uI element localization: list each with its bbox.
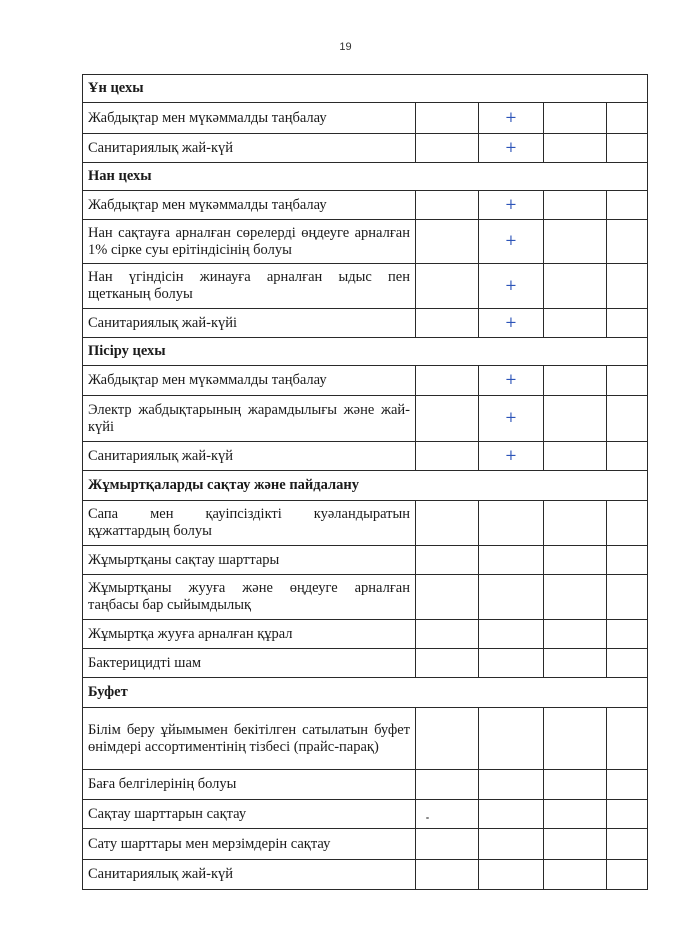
checklist-item-label: Электр жабдықтарының жарамдылығы және жай-күйі xyxy=(83,396,416,442)
check-cell xyxy=(416,620,479,649)
check-cell xyxy=(416,134,479,163)
checklist-row xyxy=(83,708,648,770)
check-cell xyxy=(416,442,479,471)
check-cell xyxy=(544,134,607,163)
check-cell: + xyxy=(479,396,544,442)
check-cell xyxy=(607,860,648,890)
check-cell: + xyxy=(479,220,544,264)
check-cell xyxy=(416,191,479,220)
check-cell xyxy=(544,442,607,471)
checklist-row xyxy=(83,800,648,829)
section-header-row xyxy=(83,678,648,708)
checklist-row xyxy=(83,396,648,442)
checklist-row xyxy=(83,264,648,309)
check-cell xyxy=(416,396,479,442)
check-cell xyxy=(607,191,648,220)
check-cell xyxy=(544,501,607,546)
check-cell xyxy=(416,546,479,575)
checklist-item-label: Жұмыртқа жууға арналған құрал xyxy=(83,620,416,649)
checklist-row xyxy=(83,575,648,620)
checklist-row xyxy=(83,309,648,338)
check-cell xyxy=(416,309,479,338)
section-title: Нан цехы xyxy=(83,163,648,191)
check-cell xyxy=(607,396,648,442)
check-cell xyxy=(607,829,648,860)
check-cell xyxy=(479,708,544,770)
section-title: Жұмыртқаларды сақтау және пайдалану xyxy=(83,471,648,501)
checklist-item-label: Сапа мен қауіпсіздікті куәландыратын құжаттардың болуы xyxy=(83,501,416,546)
check-cell xyxy=(479,649,544,678)
check-cell xyxy=(416,575,479,620)
checklist-item-label: Сату шарттары мен мерзімдерін сақтау xyxy=(83,829,416,860)
check-cell: + xyxy=(479,264,544,309)
section-title: Пісіру цехы xyxy=(83,338,648,366)
check-cell xyxy=(607,649,648,678)
checklist-row xyxy=(83,366,648,396)
check-cell xyxy=(416,264,479,309)
checklist-item-label: Нан сақтауға арналған сөрелерді өңдеуге арналған 1% сірке суы ерітіндісінің болуы xyxy=(83,220,416,264)
check-cell xyxy=(544,620,607,649)
check-cell xyxy=(544,309,607,338)
check-cell xyxy=(416,829,479,860)
check-cell: + xyxy=(479,442,544,471)
checklist-item-label: Санитариялық жай-күй xyxy=(83,860,416,890)
check-cell xyxy=(416,649,479,678)
checklist-item-label: Білім беру ұйымымен бекітілген сатылатын буфет өнімдері ассортиментінің тізбесі (прайс-парақ) xyxy=(83,708,416,770)
checklist-item-label: Жабдықтар мен мүкәммалды таңбалау xyxy=(83,191,416,220)
checklist-row xyxy=(83,103,648,134)
checklist-row xyxy=(83,770,648,800)
check-cell xyxy=(544,103,607,134)
check-cell xyxy=(607,770,648,800)
check-cell xyxy=(544,829,607,860)
inspection-checklist-table xyxy=(82,74,648,890)
checklist-item-label: Жұмыртқаны жууға және өңдеуге арналған таңбасы бар сыйымдылық xyxy=(83,575,416,620)
checklist-row xyxy=(83,620,648,649)
check-cell xyxy=(607,103,648,134)
checklist-row xyxy=(83,191,648,220)
check-cell xyxy=(479,800,544,829)
check-cell xyxy=(544,366,607,396)
check-cell xyxy=(416,366,479,396)
check-cell xyxy=(607,546,648,575)
checklist-row xyxy=(83,442,648,471)
check-cell xyxy=(607,264,648,309)
checklist-item-label: Баға белгілерінің болуы xyxy=(83,770,416,800)
check-cell xyxy=(607,220,648,264)
scan-speck xyxy=(426,817,429,819)
check-cell xyxy=(479,501,544,546)
checklist-item-label: Жабдықтар мен мүкәммалды таңбалау xyxy=(83,103,416,134)
check-cell xyxy=(479,860,544,890)
check-cell xyxy=(607,134,648,163)
checklist-item-label: Нан үгіндісін жинауға арналған ыдыс пен щетканың болуы xyxy=(83,264,416,309)
checklist-item-label: Санитариялық жай-күйі xyxy=(83,309,416,338)
check-cell xyxy=(416,800,479,829)
check-cell xyxy=(416,860,479,890)
checklist-row xyxy=(83,501,648,546)
check-cell xyxy=(479,546,544,575)
check-cell xyxy=(544,649,607,678)
check-cell xyxy=(607,800,648,829)
checklist-row xyxy=(83,829,648,860)
checklist-row xyxy=(83,546,648,575)
check-cell xyxy=(544,575,607,620)
check-cell xyxy=(544,546,607,575)
check-cell xyxy=(607,620,648,649)
section-header-row xyxy=(83,75,648,103)
section-header-row xyxy=(83,163,648,191)
check-cell xyxy=(544,800,607,829)
check-cell xyxy=(607,575,648,620)
checklist-item-label: Санитариялық жай-күй xyxy=(83,442,416,471)
checklist-row xyxy=(83,649,648,678)
check-cell: + xyxy=(479,134,544,163)
section-header-row xyxy=(83,471,648,501)
check-cell xyxy=(607,366,648,396)
check-cell xyxy=(607,442,648,471)
check-cell xyxy=(416,103,479,134)
section-title: Буфет xyxy=(83,678,648,708)
check-cell: + xyxy=(479,309,544,338)
check-cell xyxy=(479,620,544,649)
check-cell xyxy=(544,396,607,442)
check-cell xyxy=(416,220,479,264)
check-cell xyxy=(416,770,479,800)
check-cell: + xyxy=(479,191,544,220)
checklist-item-label: Жұмыртқаны сақтау шарттары xyxy=(83,546,416,575)
page-number: 19 xyxy=(339,41,352,53)
check-cell xyxy=(479,575,544,620)
check-cell xyxy=(544,264,607,309)
check-cell xyxy=(544,708,607,770)
check-cell: + xyxy=(479,366,544,396)
check-cell xyxy=(479,829,544,860)
checklist-item-label: Жабдықтар мен мүкәммалды таңбалау xyxy=(83,366,416,396)
check-cell xyxy=(479,770,544,800)
section-header-row xyxy=(83,338,648,366)
checklist-row xyxy=(83,134,648,163)
check-cell: + xyxy=(479,103,544,134)
checklist-item-label: Санитариялық жай-күй xyxy=(83,134,416,163)
check-cell xyxy=(607,501,648,546)
section-title: Ұн цехы xyxy=(83,75,648,103)
check-cell xyxy=(607,708,648,770)
check-cell xyxy=(416,501,479,546)
check-cell xyxy=(416,708,479,770)
checklist-row xyxy=(83,860,648,890)
checklist-item-label: Сақтау шарттарын сақтау xyxy=(83,800,416,829)
checklist-item-label: Бактерицидті шам xyxy=(83,649,416,678)
check-cell xyxy=(544,220,607,264)
check-cell xyxy=(544,191,607,220)
checklist-row xyxy=(83,220,648,264)
check-cell xyxy=(544,860,607,890)
check-cell xyxy=(544,770,607,800)
check-cell xyxy=(607,309,648,338)
